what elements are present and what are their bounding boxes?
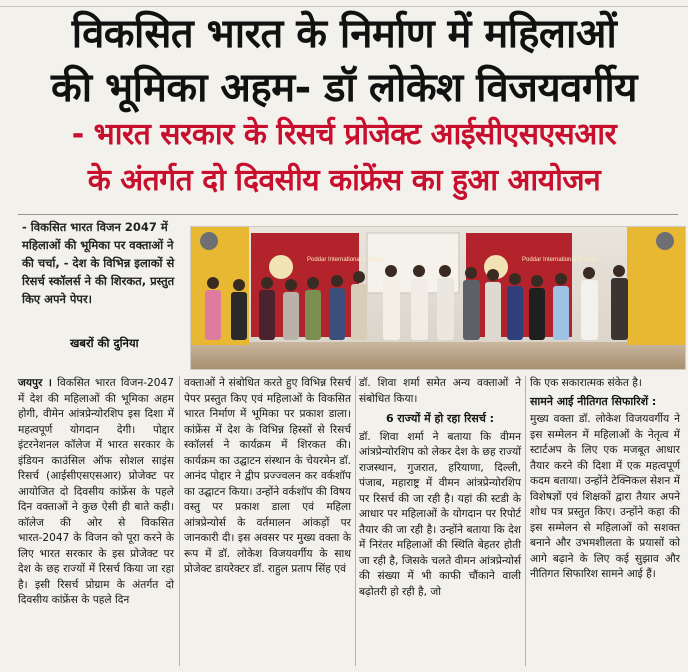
col2-text: वक्ताओं ने संबोधित करते हुए विभिन्न रिसर्च पेपर प्रस्तुत किए एवं महिलाओं के विकसित भारत निर्माण में भूमिका पर प्रकाश डाला। कांफ्रेंस में देश के विभिन्न हिस्सों से रिसर्च स्कॉलर्स ने कार्यक्रम में शिरकत की। कार्यक्रम का उद्घाटन संस्थान के चेयरमेन डॉ. आनंद पोद्दार ने द्वीप प्रज्ज्वलन कर वर्कशॉप का उद्घाटन किया। उन्होंने वर्कशॉप की विषय वस्तु पर प्रकाश डाला एवं महिला आंत्रप्रेन्योर्स के वर्तमालन आंकड़ों पर जानकारी दी। इस अवसर पर मुख्य वक्ता के रूप में डॉ. लोकेश विजयवर्गीय के साथ प्रोजेक्ट डायरेक्टर डॉ. राहुल प्रताप सिंह एवं xyxy=(184,377,351,575)
col3-text: डॉ. शिवा शर्मा ने बताया कि वीमन आंत्रप्रेन्योरशिप को लेकर देश के छह राज्यों राजस्थान, गुजरात, हरियाणा, दिल्ली, पंजाब, महाराष्ट्र में वीमन आंत्रप्रेन्योरशिप पर रिसर्च की जा रही है। यहां की स्टडी के आधार पर महिलाओं के योगदान पर रिपोर्ट तैयार की जा रही है। उन्होंने बताया कि देश में निरंतर महिलाओं की स्थिति बेहतर होती जा रही है, जिसके चलते वीमन आंत्रप्रेन्योर्स की संख्या में भी काफी चौंकाने वाली बढ़ोतरी हो रही है, जो xyxy=(359,430,521,598)
divider xyxy=(18,214,678,215)
article-column-3 xyxy=(359,376,521,600)
group-photo xyxy=(190,226,686,370)
column-separator xyxy=(179,376,180,666)
highlight-text: - विकसित भारत विजन 2047 में महिलाओं की भूमिका पर वक्ताओं ने की चर्चा, - देश के विभिन्न इलाकों से रिसर्च स्कॉलर्स ने की शिरकत, प्रस्तुत किए अपने पेपर। xyxy=(22,220,175,306)
col4-subhead: सामने आई नीतिगत सिफारिशें : xyxy=(530,394,657,408)
column-separator xyxy=(525,376,526,666)
article-column-4 xyxy=(530,376,680,583)
col3-text-top: डॉ. शिवा शर्मा समेत अन्य वक्ताओं ने संबोधित किया। xyxy=(359,377,521,405)
dateline: जयपुर । xyxy=(18,377,52,389)
banner-text-right: Poddar International College xyxy=(522,257,599,263)
byline: खबरों की दुनिया xyxy=(70,336,139,350)
banner-text-left: Poddar International College xyxy=(307,257,384,263)
col1-text: विकसित भारत विजन-2047 में देश की महिलाओं की भूमिका अहम होगी, वीमेन आंत्रप्रेन्योरशिप इस दिशा में महत्वपूर्ण योगदान देगी। पोद्दार इंटरनेशनल कॉलेज में भारत सरकार के इंडियन काउंसिल ऑफ सोशल साइंस रिसर्च (आईसीएसएसआर) प्रोजेक्ट पर आयोजित दो दिवसीय कांफ्रेंस के पहले दिन वक्ताओं ने कुछ ऐसी ही बाते कही। कॉलेज की ओर से विकसित भारत-2047 के विजन को पूरा करने के लिए भारत सरकार के इस प्रोजेक्ट पर देश के छह राज्यों में रिसर्च किया जा रहा है। इसी रिसर्च प्रोग्राम के अंतर्गत दो दिवसीय कांफ्रेंस के पहले दिन xyxy=(18,377,174,606)
photo-illustration xyxy=(191,227,685,369)
headline-line-1: विकसित भारत के निर्माण में महिलाओं xyxy=(71,11,617,57)
subheadline-line-2: के अंतर्गत दो दिवसीय कांफ्रेंस का हुआ आयोजन xyxy=(87,163,601,198)
article-column-1 xyxy=(18,376,174,609)
col4-text: मुख्य वक्ता डॉ. लोकेश विजयवर्गीय ने इस सम्मेलन में महिलाओं के नेतृत्व में स्टार्टअप के लिए एक मजबूत आधार तैयार करने की दिशा में एक महत्वपूर्ण कदम बताया। उन्होंने टेक्निकल सेशन में विशेषज्ञों एवं शिक्षकों द्वारा तैयार अपने शोध पत्र प्रस्तुत किए। उन्होंने कहा की इस सम्मेलन से महिलाओं को सशक्त बनाने और उभमशीलता के प्रयासों को आगे बढ़ाने के लिए कई सुझाव और नीतिगत सिफारिश सामने आई हैं। xyxy=(530,413,680,580)
article-column-2 xyxy=(184,376,351,578)
story-highlights xyxy=(22,218,180,308)
headline-line-2: की भूमिका अहम- डॉ लोकेश विजयवर्गीय xyxy=(51,65,637,111)
subheadline-line-1: - भारत सरकार के रिसर्च प्रोजेक्ट आईसीएसएसआर xyxy=(71,117,617,152)
top-border xyxy=(0,0,688,7)
col4-text-top: कि एक सकारात्मक संकेत है। xyxy=(530,377,642,389)
col3-subhead: 6 राज्यों में हो रहा रिसर्च : xyxy=(385,412,495,425)
column-separator xyxy=(355,376,356,666)
